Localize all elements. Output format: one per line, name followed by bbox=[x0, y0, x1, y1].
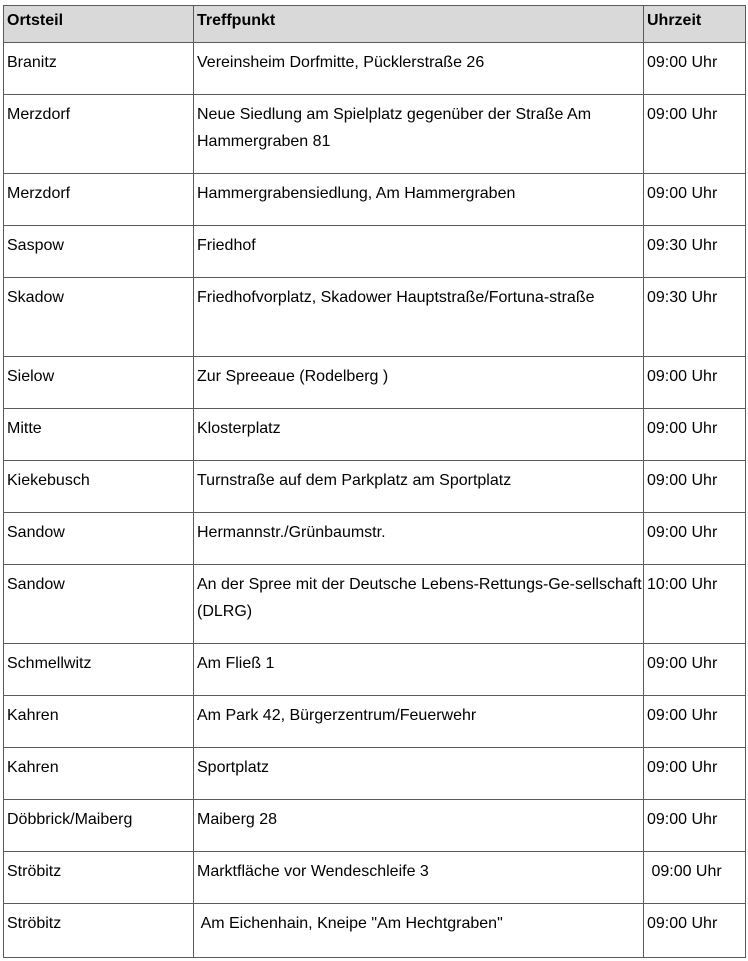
cell-uhrzeit: 09:00 Uhr bbox=[644, 852, 746, 904]
cell-ortsteil: Kiekebusch bbox=[4, 461, 194, 513]
cell-treffpunkt: Am Park 42, Bürgerzentrum/Feuerwehr bbox=[194, 696, 644, 748]
cell-treffpunkt: Marktfläche vor Wendeschleife 3 bbox=[194, 852, 644, 904]
cell-uhrzeit: 09:00 Uhr bbox=[644, 644, 746, 696]
table-row bbox=[4, 43, 746, 95]
cell-uhrzeit: 09:00 Uhr bbox=[644, 513, 746, 565]
header-uhrzeit: Uhrzeit bbox=[644, 6, 746, 43]
cell-ortsteil: Skadow bbox=[4, 278, 194, 357]
cell-treffpunkt: Sportplatz bbox=[194, 748, 644, 800]
cell-uhrzeit: 09:00 Uhr bbox=[644, 95, 746, 174]
cell-ortsteil: Sandow bbox=[4, 513, 194, 565]
cell-treffpunkt: Friedhofvorplatz, Skadower Hauptstraße/Fortuna-straße bbox=[194, 278, 644, 357]
cell-ortsteil: Merzdorf bbox=[4, 95, 194, 174]
cell-ortsteil: Ströbitz bbox=[4, 904, 194, 958]
header-row bbox=[4, 6, 746, 43]
table-row bbox=[4, 461, 746, 513]
cell-ortsteil: Ströbitz bbox=[4, 852, 194, 904]
cell-treffpunkt: Klosterplatz bbox=[194, 409, 644, 461]
table-row bbox=[4, 513, 746, 565]
table-row bbox=[4, 852, 746, 904]
cell-treffpunkt: Vereinsheim Dorfmitte, Pücklerstraße 26 bbox=[194, 43, 644, 95]
cell-uhrzeit: 09:00 Uhr bbox=[644, 696, 746, 748]
table-row bbox=[4, 748, 746, 800]
cell-treffpunkt: Maiberg 28 bbox=[194, 800, 644, 852]
cell-uhrzeit: 09:30 Uhr bbox=[644, 278, 746, 357]
table-body bbox=[4, 43, 746, 958]
cell-treffpunkt: An der Spree mit der Deutsche Lebens-Rettungs-Ge-sellschaft (DLRG) bbox=[194, 565, 644, 644]
cell-ortsteil: Sandow bbox=[4, 565, 194, 644]
meeting-points-table bbox=[3, 5, 746, 958]
cell-treffpunkt: Am Fließ 1 bbox=[194, 644, 644, 696]
cell-treffpunkt: Zur Spreeaue (Rodelberg ) bbox=[194, 357, 644, 409]
table-row bbox=[4, 800, 746, 852]
cell-uhrzeit: 09:00 Uhr bbox=[644, 409, 746, 461]
table-row bbox=[4, 644, 746, 696]
cell-treffpunkt: Neue Siedlung am Spielplatz gegenüber der Straße Am Hammergraben 81 bbox=[194, 95, 644, 174]
cell-ortsteil: Kahren bbox=[4, 696, 194, 748]
cell-uhrzeit: 09:00 Uhr bbox=[644, 904, 746, 958]
table-row bbox=[4, 278, 746, 357]
cell-uhrzeit: 10:00 Uhr bbox=[644, 565, 746, 644]
table-row bbox=[4, 357, 746, 409]
cell-treffpunkt: Friedhof bbox=[194, 226, 644, 278]
cell-ortsteil: Schmellwitz bbox=[4, 644, 194, 696]
table-row bbox=[4, 174, 746, 226]
cell-uhrzeit: 09:00 Uhr bbox=[644, 800, 746, 852]
table-row bbox=[4, 696, 746, 748]
table-row bbox=[4, 95, 746, 174]
cell-ortsteil: Kahren bbox=[4, 748, 194, 800]
cell-treffpunkt: Turnstraße auf dem Parkplatz am Sportplatz bbox=[194, 461, 644, 513]
table-row bbox=[4, 565, 746, 644]
cell-uhrzeit: 09:00 Uhr bbox=[644, 357, 746, 409]
cell-ortsteil: Sielow bbox=[4, 357, 194, 409]
cell-ortsteil: Mitte bbox=[4, 409, 194, 461]
cell-ortsteil: Branitz bbox=[4, 43, 194, 95]
cell-treffpunkt: Hammergrabensiedlung, Am Hammergraben bbox=[194, 174, 644, 226]
table-header bbox=[4, 6, 746, 43]
cell-ortsteil: Saspow bbox=[4, 226, 194, 278]
cell-treffpunkt: Hermannstr./Grünbaumstr. bbox=[194, 513, 644, 565]
cell-treffpunkt: Am Eichenhain, Kneipe "Am Hechtgraben" bbox=[194, 904, 644, 958]
header-ortsteil: Ortsteil bbox=[4, 6, 194, 43]
cell-uhrzeit: 09:00 Uhr bbox=[644, 43, 746, 95]
cell-uhrzeit: 09:00 Uhr bbox=[644, 174, 746, 226]
cell-uhrzeit: 09:00 Uhr bbox=[644, 461, 746, 513]
header-treffpunkt: Treffpunkt bbox=[194, 6, 644, 43]
table-row bbox=[4, 409, 746, 461]
table-row bbox=[4, 226, 746, 278]
cell-uhrzeit: 09:00 Uhr bbox=[644, 748, 746, 800]
cell-uhrzeit: 09:30 Uhr bbox=[644, 226, 746, 278]
cell-ortsteil: Döbbrick/Maiberg bbox=[4, 800, 194, 852]
cell-ortsteil: Merzdorf bbox=[4, 174, 194, 226]
table-row bbox=[4, 904, 746, 958]
